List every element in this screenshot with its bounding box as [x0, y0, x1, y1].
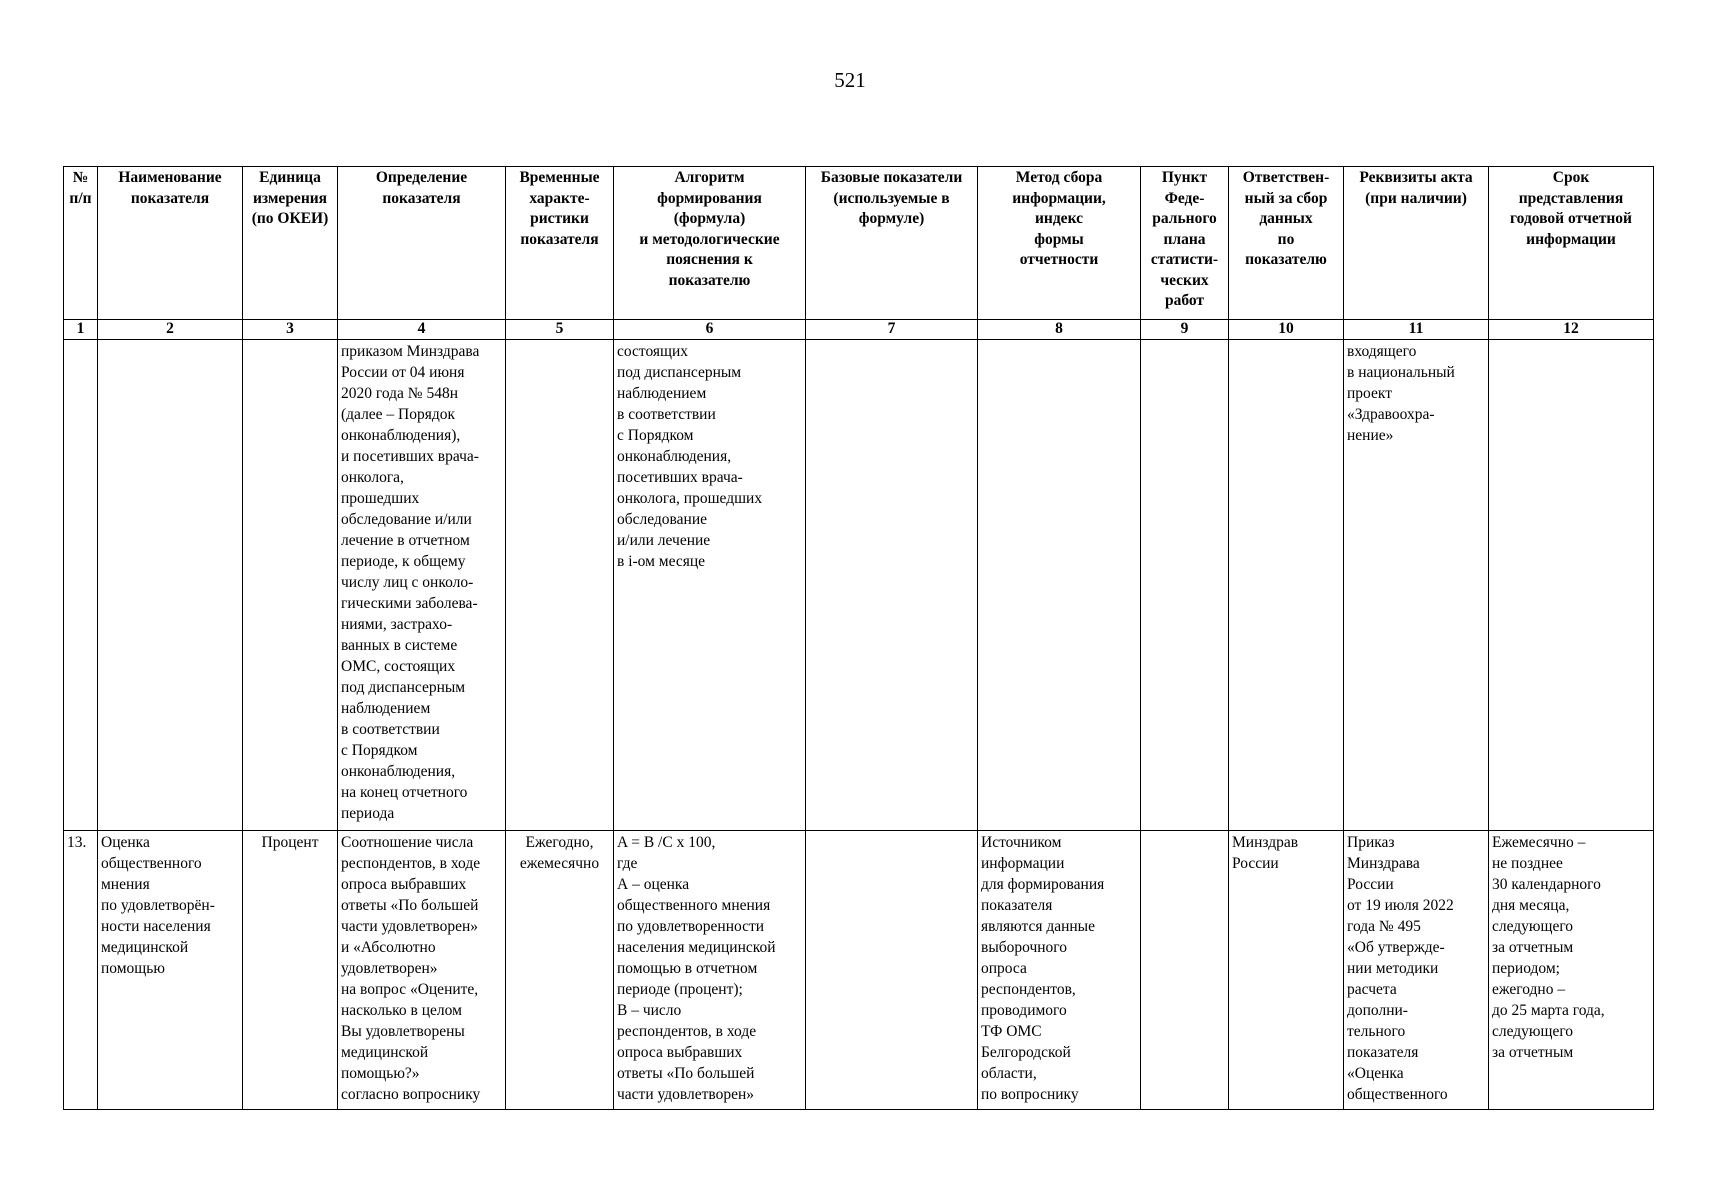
- header-plan-item: Пункт Феде- рального плана статисти- ческих работ: [1141, 167, 1229, 320]
- cell-method: Источником информации для формирования показателя являются данные выборочного опроса респондентов, проводимого ТФ ОМС Белгородской области, по вопроснику: [978, 831, 1141, 1110]
- table-header-row: [64, 167, 1654, 320]
- cell-base: [806, 831, 978, 1110]
- header-definition: Определение показателя: [338, 167, 506, 320]
- header-method: Метод сбора информации, индекс формы отчетности: [978, 167, 1141, 320]
- cell-base: [806, 340, 978, 831]
- column-number: 9: [1141, 320, 1229, 340]
- cell-algorithm: состоящих под диспансерным наблюдением в соответствии с Порядком онконаблюдения, посетивших врача- онколога, прошедших обследование и/или лечение в i-ом месяце: [614, 340, 806, 831]
- header-responsible: Ответствен- ный за сбор данных по показателю: [1229, 167, 1344, 320]
- table-row: [64, 340, 1654, 831]
- cell-definition: приказом Минздрава России от 04 июня 2020 года № 548н (далее – Порядок онконаблюдения), и посетивших врача- онколога, прошедших обследование и/или лечение в отчетном периоде, к общему числу лиц с онколо- гическими заболева- ниями, застрахо- ванных в системе ОМС, состоящих под диспансерным наблюдением в соответствии с Порядком онконаблюдения, на конец отчетного периода: [338, 340, 506, 831]
- cell-method: [978, 340, 1141, 831]
- cell-responsible: Минздрав России: [1229, 831, 1344, 1110]
- cell-definition: Соотношение числа респондентов, в ходе опроса выбравших ответы «По большей части удовлетворен» и «Абсолютно удовлетворен» на вопрос «Оцените, насколько в целом Вы удовлетворены медицинской помощью?» согласно вопроснику: [338, 831, 506, 1110]
- table-row: [64, 831, 1654, 1110]
- header-algorithm: Алгоритм формирования (формула) и методологические пояснения к показателю: [614, 167, 806, 320]
- header-unit: Единица измерения (по ОКЕИ): [243, 167, 338, 320]
- cell-unit: [243, 340, 338, 831]
- column-number: 11: [1344, 320, 1489, 340]
- cell-algorithm: A = B /C x 100, где А – оценка общественного мнения по удовлетворенности населения медицинской помощью в отчетном периоде (процент); B – число респондентов, в ходе опроса выбравших ответы «По большей части удовлетворен»: [614, 831, 806, 1110]
- cell-responsible: [1229, 340, 1344, 831]
- cell-num: 13.: [64, 831, 98, 1110]
- header-time: Временные характе- ристики показателя: [506, 167, 614, 320]
- header-num: № п/п: [64, 167, 98, 320]
- cell-unit: Процент: [243, 831, 338, 1110]
- indicator-table: [63, 166, 1654, 1110]
- header-act: Реквизиты акта (при наличии): [1344, 167, 1489, 320]
- column-number: 4: [338, 320, 506, 340]
- column-number: 6: [614, 320, 806, 340]
- column-number-row: [64, 320, 1654, 340]
- cell-name: [98, 340, 243, 831]
- cell-name: Оценка общественного мнения по удовлетворён- ности населения медицинской помощью: [98, 831, 243, 1110]
- cell-time: Ежегодно, ежемесячно: [506, 831, 614, 1110]
- cell-deadline: Ежемесячно – не позднее 30 календарного дня месяца, следующего за отчетным периодом; ежегодно – до 25 марта года, следующего за отчетным: [1489, 831, 1654, 1110]
- header-base: Базовые показатели (используемые в формуле): [806, 167, 978, 320]
- cell-num: [64, 340, 98, 831]
- column-number: 5: [506, 320, 614, 340]
- cell-deadline: [1489, 340, 1654, 831]
- page-number: 521: [834, 68, 866, 92]
- cell-plan-item: [1141, 831, 1229, 1110]
- cell-act: входящего в национальный проект «Здравоохра- нение»: [1344, 340, 1489, 831]
- cell-plan-item: [1141, 340, 1229, 831]
- column-number: 8: [978, 320, 1141, 340]
- column-number: 1: [64, 320, 98, 340]
- column-number: 3: [243, 320, 338, 340]
- header-name: Наименование показателя: [98, 167, 243, 320]
- column-number: 12: [1489, 320, 1654, 340]
- column-number: 7: [806, 320, 978, 340]
- header-deadline: Срок представления годовой отчетной информации: [1489, 167, 1654, 320]
- column-number: 2: [98, 320, 243, 340]
- cell-act: Приказ Минздрава России от 19 июля 2022 года № 495 «Об утвержде- нии методики расчета дополни- тельного показателя «Оценка общественного: [1344, 831, 1489, 1110]
- column-number: 10: [1229, 320, 1344, 340]
- cell-time: [506, 340, 614, 831]
